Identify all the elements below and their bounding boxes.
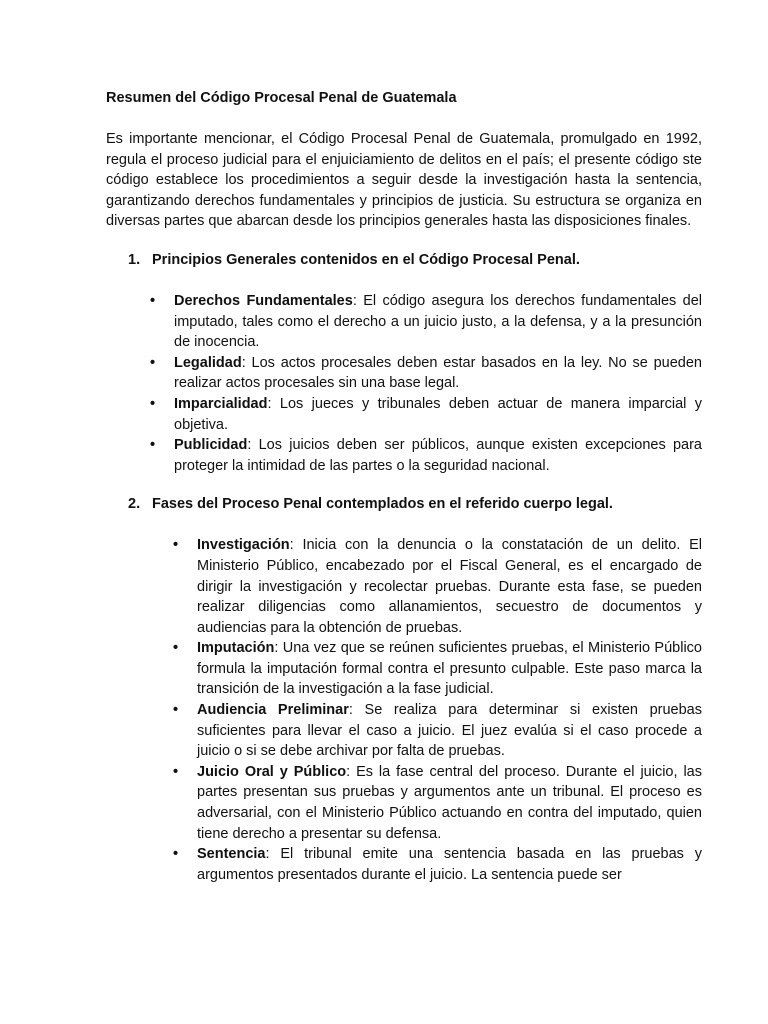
section-heading-text: Principios Generales contenidos en el Código Procesal Penal. bbox=[152, 251, 580, 268]
list-item-text: : Una vez que se reúnen suficientes pruebas, el Ministerio Público formula la imputación formal contra el presunto culpable. Este paso marca la transición de la investigación a la fase judicial. bbox=[197, 640, 702, 698]
list-item-text: : Los jueces y tribunales deben actuar de manera imparcial y objetiva. bbox=[174, 395, 702, 433]
bullet-icon: • bbox=[150, 395, 156, 412]
list-item-term: Juicio Oral y Público bbox=[197, 763, 347, 780]
section-heading bbox=[106, 250, 702, 271]
list-item bbox=[106, 435, 702, 476]
list-item-text: : El código asegura los derechos fundamentales del imputado, tales como el derecho a un juicio justo, a la defensa, y a la presunción de inocencia. bbox=[174, 292, 703, 351]
list-item bbox=[106, 762, 702, 844]
list-item-text: : Los juicios deben ser públicos, aunque existen excepciones para proteger la intimidad de las partes o la seguridad nacional. bbox=[174, 437, 702, 474]
bullet-icon: • bbox=[150, 354, 156, 371]
list-item-text: : Los actos procesales deben estar basados en la ley. No se pueden realizar actos procesales sin una base legal. bbox=[174, 354, 702, 392]
list-item bbox=[106, 353, 702, 394]
list-item-term: Imputación bbox=[197, 640, 275, 657]
bullet-icon: • bbox=[173, 640, 179, 657]
bullet-icon: • bbox=[173, 537, 179, 554]
bullet-icon: • bbox=[173, 846, 179, 863]
section-heading bbox=[106, 494, 702, 515]
list-item bbox=[106, 638, 702, 700]
bullet-list bbox=[106, 535, 702, 885]
list-item-text: : Se realiza para determinar si existen pruebas suficientes para llevar el caso a juicio. El juez evalúa si el caso procede a juicio o si se debe archivar por falta de pruebas. bbox=[197, 702, 702, 760]
list-item bbox=[106, 844, 702, 885]
list-item bbox=[106, 291, 702, 353]
list-item-term: Publicidad bbox=[174, 437, 248, 454]
document-title: Resumen del Código Procesal Penal de Guatemala bbox=[106, 90, 457, 106]
list-item bbox=[106, 700, 702, 762]
bullet-list bbox=[106, 291, 702, 476]
section-number: 2. bbox=[128, 496, 141, 513]
section-heading-text: Fases del Proceso Penal contemplados en el referido cuerpo legal. bbox=[152, 496, 613, 513]
list-item-text: : Inicia con la denuncia o la constatación de un delito. El Ministerio Público, encabezado por el Fiscal General, es el encargado de dirigir la investigación y recolectar pruebas. Durante esta fase, se pueden realizar diligencias como allanamientos, secuestro de documentos y audiencias para la obtención de pruebas. bbox=[197, 537, 702, 636]
bullet-icon: • bbox=[173, 763, 179, 780]
bullet-icon: • bbox=[173, 702, 179, 719]
section-fases bbox=[106, 494, 702, 885]
intro-paragraph: Es importante mencionar, el Código Procesal Penal de Guatemala, promulgado en 1992, regula el proceso judicial para el enjuiciamiento de delitos en el país; el presente código ste código establece los procedimientos a seguir desde la investigación hasta la sentencia, garantizando derechos fundamentales y principios de justicia. Su estructura se organiza en diversas partes que abarcan desde los principios generales hasta las disposiciones finales. bbox=[106, 131, 702, 230]
list-item-text: : El tribunal emite una sentencia basada en las pruebas y argumentos presentados durante el juicio. La sentencia puede ser bbox=[197, 846, 702, 883]
list-item-term: Sentencia bbox=[197, 846, 266, 863]
list-item bbox=[106, 535, 702, 638]
section-principios bbox=[106, 250, 702, 476]
bullet-icon: • bbox=[150, 292, 156, 309]
list-item-term: Imparcialidad bbox=[174, 395, 268, 412]
list-item-text: : Es la fase central del proceso. Durante el juicio, las partes presentan sus pruebas y argumentos ante un tribunal. El proceso es adversarial, con el Ministerio Público actuando en contra del imputado, quien tiene derecho a presentar su defensa. bbox=[197, 763, 702, 842]
document-page bbox=[106, 88, 702, 885]
bullet-icon: • bbox=[150, 437, 156, 454]
list-item-term: Investigación bbox=[197, 537, 290, 554]
list-item-term: Derechos Fundamentales bbox=[174, 292, 353, 309]
list-item-term: Legalidad bbox=[174, 354, 242, 371]
list-item bbox=[106, 394, 702, 435]
section-number: 1. bbox=[128, 251, 141, 268]
list-item-term: Audiencia Preliminar bbox=[197, 702, 349, 719]
